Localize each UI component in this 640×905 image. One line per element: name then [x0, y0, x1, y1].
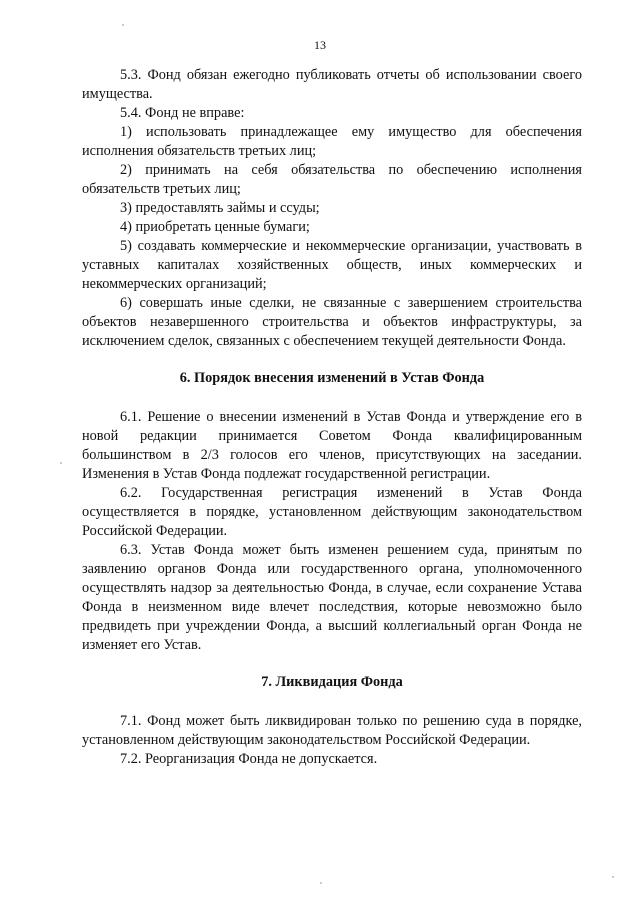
paragraph-5-3: 5.3. Фонд обязан ежегодно публиковать отчеты об использовании своего имущества. [82, 67, 582, 102]
paragraph-6-2: 6.2. Государственная регистрация изменений в Устав Фонда осуществляется в порядке, установленном действующим законодательством Российской Федерации. [82, 485, 582, 539]
paragraph-6-1: 6.1. Решение о внесении изменений в Устав Фонда и утверждение его в новой редакции принимается Советом Фонда квалифицированным большинством в 2/3 голосов его членов, присутствующих на заседании. Изменения в Устав Фонда подлежат государственной регистрации. [82, 409, 582, 482]
scan-speck [320, 882, 322, 884]
list-item-3: 3) предоставлять займы и ссуды; [120, 200, 320, 216]
list-item-2: 2) принимать на себя обязательства по обеспечению исполнения обязательств третьих лиц; [82, 162, 582, 197]
list-item-6: 6) совершать иные сделки, не связанные с завершением строительства объектов незавершенного строительства и объектов инфраструктуры, за исключением сделок, связанных с обеспечением текущей деятельности Фонда. [82, 295, 582, 349]
section-6-heading: 6. Порядок внесения изменений в Устав Фонда [179, 370, 485, 386]
list-item-5: 5) создавать коммерческие и некоммерческие организации, участвовать в уставных капиталах хозяйственных обществ, иных коммерческих и некоммерческих организаций; [82, 238, 582, 292]
paragraph-7-2: 7.2. Реорганизация Фонда не допускается. [120, 751, 378, 767]
page-number: 13 [314, 38, 326, 52]
list-item-4: 4) приобретать ценные бумаги; [120, 219, 310, 235]
scan-speck [122, 24, 124, 26]
scan-speck [612, 876, 614, 878]
paragraph-6-3: 6.3. Устав Фонда может быть изменен решением суда, принятым по заявлению органов Фонда или государственного органа, уполномоченного осуществлять надзор за деятельностью Фонда, в случае, если сохранение Устава Фонда в неизменном виде влечет последствия, которые невозможно было предвидеть при учреждении Фонда, а высший коллегиальный орган Фонда не изменяет его Устав. [82, 542, 582, 653]
document-body [82, 66, 582, 769]
section-7-heading: 7. Ликвидация Фонда [261, 674, 403, 690]
list-item-1: 1) использовать принадлежащее ему имущество для обеспечения исполнения обязательств третьих лиц; [82, 124, 582, 159]
scan-speck [60, 462, 62, 464]
paragraph-5-4: 5.4. Фонд не вправе: [120, 105, 245, 121]
paragraph-7-1: 7.1. Фонд может быть ликвидирован только по решению суда в порядке, установленном действующим законодательством Российской Федерации. [82, 713, 582, 748]
